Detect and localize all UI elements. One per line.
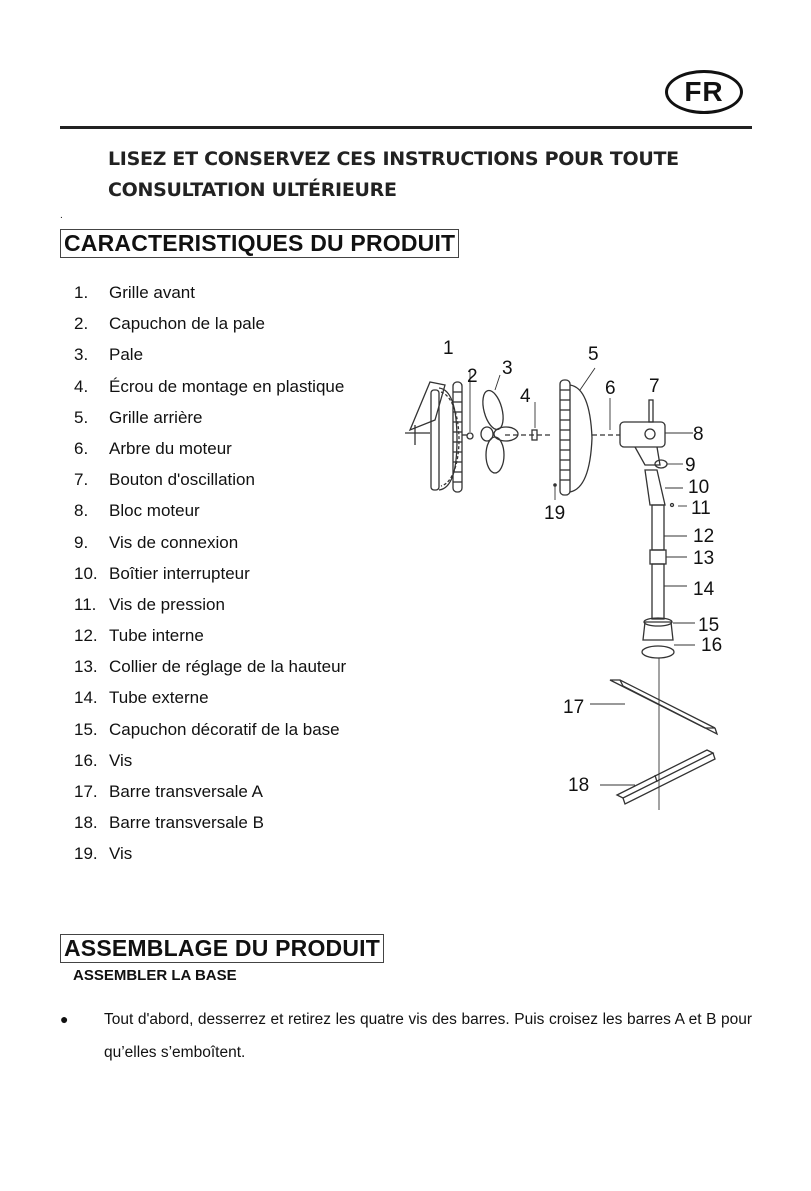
diagram-label-5: 5	[588, 344, 599, 365]
item-label: Vis de connexion	[109, 532, 239, 552]
list-item	[74, 283, 346, 314]
item-label: Capuchon décoratif de la base	[109, 719, 340, 739]
item-label: Capuchon de la pale	[109, 314, 265, 334]
list-item	[74, 657, 346, 688]
assembly-subtitle: ASSEMBLER LA BASE	[73, 967, 237, 984]
diagram-label-9: 9	[685, 455, 696, 476]
diagram-label-1: 1	[443, 338, 454, 359]
item-label: Tube externe	[109, 688, 209, 708]
switch-box-drawing	[645, 470, 683, 505]
list-item	[74, 595, 346, 626]
item-number: 14.	[74, 688, 98, 708]
diagram-label-12: 12	[693, 526, 715, 547]
diagram-label-4: 4	[520, 386, 531, 407]
item-label: Écrou de montage en plastique	[109, 376, 345, 396]
list-item	[74, 688, 346, 719]
diagram-label-15: 15	[698, 615, 720, 636]
item-number: 15.	[74, 719, 98, 739]
item-label: Pale	[109, 345, 144, 365]
diagram-label-2: 2	[467, 366, 478, 387]
front-grille-drawing	[405, 382, 462, 492]
inner-tube-drawing	[652, 505, 664, 550]
item-number: 11.	[74, 594, 97, 614]
list-item	[74, 751, 346, 782]
language-badge: FR	[665, 70, 743, 114]
cross-bar-a-drawing	[590, 680, 717, 734]
diagram-label-13: 13	[693, 548, 715, 569]
list-item	[74, 345, 346, 376]
item-label: Vis de pression	[109, 594, 225, 614]
diagram-label-10: 10	[688, 477, 710, 498]
item-number: 9.	[74, 532, 89, 552]
diagram-label-6: 6	[605, 378, 616, 399]
item-label: Grille arrière	[109, 407, 203, 427]
item-number: 19.	[74, 844, 98, 864]
item-number: 5.	[74, 407, 89, 427]
features-title: CARACTERISTIQUES DU PRODUIT	[60, 229, 459, 258]
intro-line-2: CONSULTATION ULTÉRIEURE	[108, 179, 397, 201]
item-number: 12.	[74, 626, 98, 646]
list-item	[74, 564, 346, 595]
item-number: 10.	[74, 563, 98, 583]
item-label: Bouton d'oscillation	[109, 470, 255, 490]
item-label: Tube interne	[109, 626, 204, 646]
intro-line-1: LISEZ ET CONSERVEZ CES INSTRUCTIONS POUR TOUTE	[108, 148, 679, 170]
intro-heading	[108, 144, 679, 206]
base-cap-drawing	[643, 618, 695, 640]
blade-cap-drawing	[467, 433, 473, 439]
item-label: Vis	[109, 750, 133, 770]
diagram-label-17: 17	[563, 697, 585, 718]
item-number: 7.	[74, 470, 89, 490]
list-item	[74, 314, 346, 345]
exploded-fan-diagram	[395, 330, 740, 825]
item-number: 4.	[74, 376, 89, 396]
diagram-label-18: 18	[568, 775, 590, 796]
instruction-bullet	[60, 1003, 752, 1069]
stray-dot: .	[60, 210, 63, 221]
motor-block-drawing	[620, 400, 693, 465]
bullet-icon: ●	[60, 1011, 69, 1027]
item-label: Grille avant	[109, 283, 195, 302]
item-number: 16.	[74, 750, 98, 770]
list-item	[74, 439, 346, 470]
item-label: Barre transversale B	[109, 813, 264, 833]
list-item	[74, 626, 346, 657]
item-number: 13.	[74, 657, 98, 677]
rear-grille-drawing	[560, 368, 595, 495]
assembly-title: ASSEMBLAGE DU PRODUIT	[60, 934, 384, 963]
item-number: 18.	[74, 813, 98, 833]
item-number: 8.	[74, 501, 89, 521]
item-number: 1.	[74, 283, 89, 302]
list-item	[74, 782, 346, 813]
list-item	[74, 470, 346, 501]
item-label: Arbre du moteur	[109, 438, 232, 458]
cross-bar-b-drawing	[600, 750, 715, 804]
list-item	[74, 408, 346, 439]
diagram-label-14: 14	[693, 579, 715, 600]
base-screw-drawing	[642, 646, 674, 658]
diagram-label-11: 11	[691, 498, 711, 519]
height-collar-drawing	[650, 550, 666, 564]
diagram-label-7: 7	[649, 376, 660, 397]
item-label: Vis	[109, 844, 133, 864]
item-label: Barre transversale A	[109, 782, 264, 801]
diagram-label-19: 19	[544, 503, 566, 524]
list-item	[74, 501, 346, 532]
item-number: 2.	[74, 314, 89, 334]
list-item	[74, 844, 346, 875]
instruction-text: Tout d'abord, desserrez et retirez les quatre vis des barres. Puis croisez les barres A et B pour qu’elles s’emboîtent.	[104, 1011, 752, 1061]
list-item	[74, 813, 346, 844]
parts-list	[74, 283, 346, 876]
item-label: Bloc moteur	[109, 501, 200, 521]
item-number: 6.	[74, 438, 89, 458]
list-item	[74, 720, 346, 751]
header-rule	[60, 126, 752, 129]
item-number: 3.	[74, 345, 89, 365]
list-item	[74, 533, 346, 564]
outer-tube-drawing	[652, 564, 664, 619]
item-label: Boîtier interrupteur	[109, 563, 250, 583]
diagram-label-8: 8	[693, 424, 704, 445]
diagram-label-16: 16	[701, 635, 723, 656]
list-item	[74, 377, 346, 408]
blade-drawing	[479, 375, 518, 473]
diagram-label-3: 3	[502, 358, 513, 379]
item-label: Collier de réglage de la hauteur	[109, 657, 347, 677]
item-number: 17.	[74, 782, 98, 801]
